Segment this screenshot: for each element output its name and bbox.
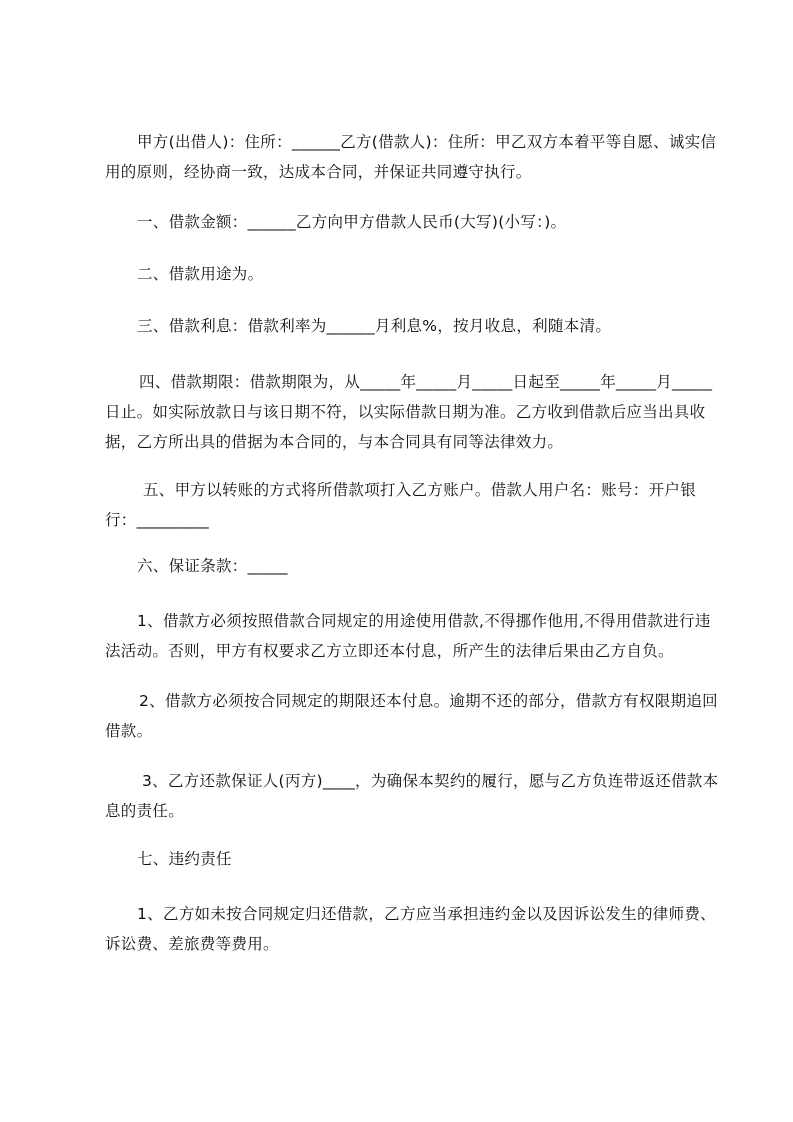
clause-3-loan-interest: 三、借款利息：借款利率为______月利息%，按月收息，利随本清。	[137, 317, 612, 335]
preamble-paragraph: 甲方(出借人)：住所：______乙方(借款人)：住所：甲乙双方本着平等自愿、诚实信用的原则，经协商一致，达成本合同，并保证共同遵守执行。	[105, 133, 717, 181]
clause-6-guarantee-terms: 六、保证条款：_____	[137, 557, 288, 575]
clause-7-liability: 七、违约责任	[137, 850, 232, 868]
guarantee-item-3: 3、乙方还款保证人(丙方)____，为确保本契约的履行，愿与乙方负连带返还借款本息的责任。	[105, 772, 719, 820]
guarantee-item-2: 2、借款方必须按合同规定的期限还本付息。逾期不还的部分，借款方有权限期追回借款。	[105, 692, 718, 740]
liability-item-1: 1、乙方如未按合同规定归还借款，乙方应当承担违约金以及因诉讼发生的律师费、诉讼费、差旅费等费用。	[105, 905, 716, 953]
guarantee-item-1: 1、借款方必须按照借款合同规定的用途使用借款,不得挪作他用,不得用借款进行违法活动。否则，甲方有权要求乙方立即还本付息，所产生的法律后果由乙方自负。	[105, 612, 711, 660]
clause-1-loan-amount: 一、借款金额：______乙方向甲方借款人民币(大写)(小写：)。	[137, 213, 567, 231]
clause-4-loan-term: 四、借款期限：借款期限为，从_____年_____月_____日起至_____年_____月_____日止。如实际放款日与该日期不符，以实际借款日期为准。乙方收到借款后应当出具收据，乙方所出具的借据为本合同的，与本合同具有同等法律效力。	[105, 373, 713, 451]
clause-5-transfer-account: 五、甲方以转账的方式将所借款项打入乙方账户。借款人用户名：账号：开户银行：_________	[105, 481, 697, 529]
clause-2-loan-purpose: 二、借款用途为。	[137, 265, 264, 283]
